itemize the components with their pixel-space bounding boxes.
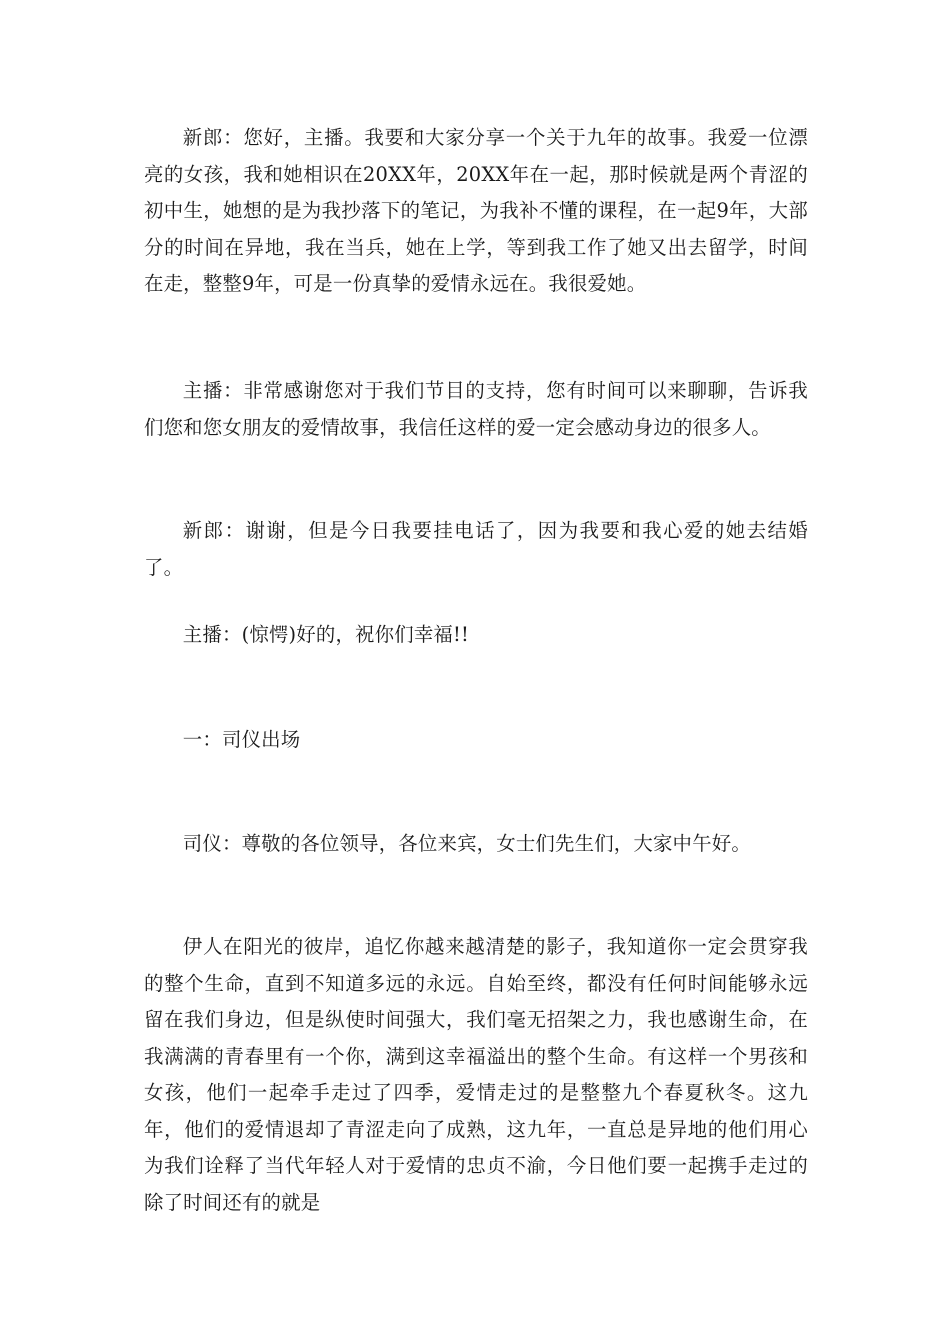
section-heading-emcee-entrance: 一：司仪出场 xyxy=(182,728,301,751)
paragraph-emcee-speech: 伊人在阳光的彼岸，追忆你越来越清楚的影子，我知道你一定会贯穿我的整个生命，直到不知道多远的永远。自始至终，都没有任何时间能够永远留在我们身边，但是纵使时间强大，我们毫无招架之力，我也感谢生命，在我满满的青春里有一个你，满到这幸福溢出的整个生命。有这样一个男孩和女孩，他们一起牵手走过了四季，爱情走过的是整整九个春夏秋冬。这九年，他们的爱情退却了青涩走向了成熟，这九年，一直总是异地的他们用心为我们诠释了当代年轻人对于爱情的忠贞不渝，今日他们要一起携手走过的除了时间还有的就是 xyxy=(144,935,808,1214)
paragraph-emcee-greeting: 司仪：尊敬的各位领导，各位来宾，女士们先生们，大家中午好。 xyxy=(182,832,751,855)
paragraph-groom-story: 新郎：您好，主播。我要和大家分享一个关于九年的故事。我爱一位漂亮的女孩，我和她相识在20XX年，20XX年在一起，那时候就是两个青涩的初中生，她想的是为我抄落下的笔记，为我补不懂的课程，在一起9年，大部分的时间在异地，我在当兵，她在上学，等到我工作了她又出去留学，时间在走，整整9年，可是一份真挚的爱情永远在。我很爱她。 xyxy=(144,126,808,295)
paragraph-groom-thanks: 新郎：谢谢，但是今日我要挂电话了，因为我要和我心爱的她去结婚了。 xyxy=(144,519,808,579)
paragraph-host-blessing: 主播：(惊愕)好的，祝你们幸福!! xyxy=(182,623,469,646)
paragraph-host-reply: 主播：非常感谢您对于我们节目的支持，您有时间可以来聊聊，告诉我们您和您女朋友的爱情故事，我信任这样的爱一定会感动身边的很多人。 xyxy=(144,379,808,439)
